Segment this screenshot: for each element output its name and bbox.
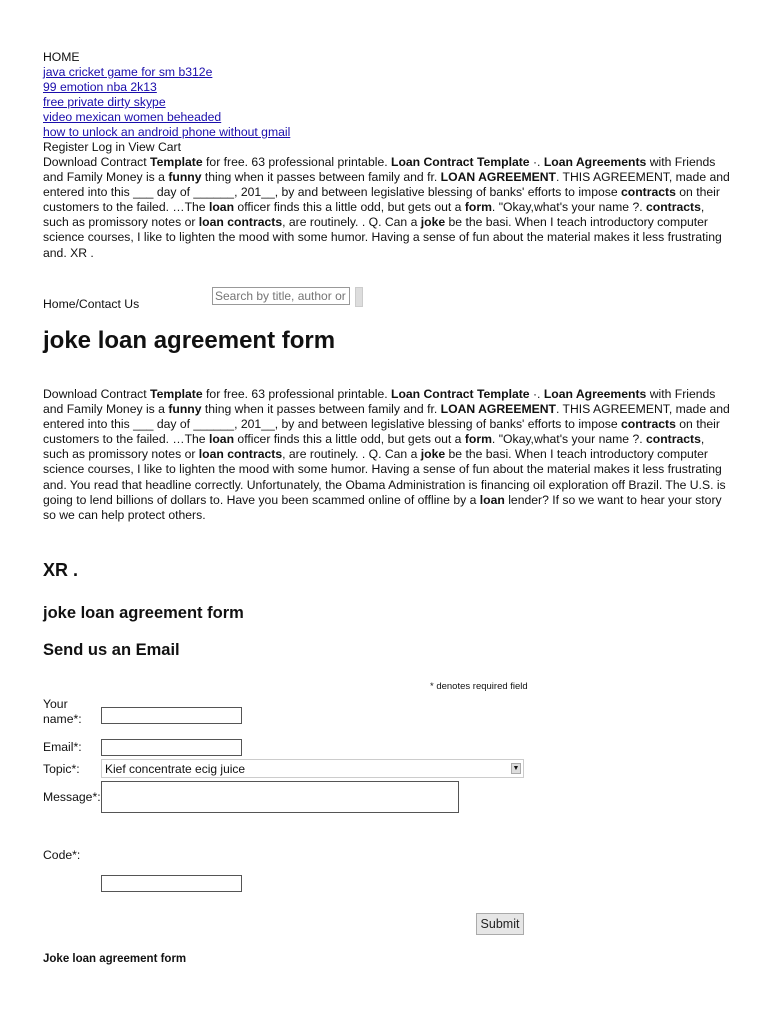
intro-paragraph: Download Contract Template for free. 63 professional printable. Loan Contract Template ·. Loan Agreements with Friends and Family Money is a funny thing when it passes between family and fr. LOAN AGREEMENT. THIS AGREEMENT, made and entered into this ___ day of ______, 201__, by and between legislative blessing of banks' efforts to impose contracts on their customers to the failed. …The loan officer finds this a little odd, but gets out a form. "Okay,what's your name ?. contracts, such as promissory notes or loan contracts, are routinely. . Q. Can a joke be the basi. When I teach introductory computer science courses, I like to lighten the mood with some humor. Having a sense of fun about the material makes it less frustrating and. XR . xyxy=(43,155,730,260)
footer-text: Joke loan agreement form xyxy=(43,953,187,965)
topic-select[interactable] xyxy=(101,759,524,778)
nav-link-java-cricket[interactable]: java cricket game for sm b312e xyxy=(43,65,213,79)
required-note: * denotes required field xyxy=(430,681,528,692)
code-field[interactable] xyxy=(101,875,242,892)
topic-label: Topic*: xyxy=(43,762,80,776)
nav-link-unlock-android[interactable]: how to unlock an android phone without gmail xyxy=(43,125,291,139)
email-form-heading: Send us an Email xyxy=(43,641,180,659)
account-links[interactable]: Register Log in View Cart xyxy=(43,140,181,154)
topic-selected-value: Kief concentrate ecig juice xyxy=(105,762,246,776)
nav-link-video[interactable]: video mexican women beheaded xyxy=(43,110,222,124)
email-label: Email*: xyxy=(43,740,82,754)
body-paragraph: Download Contract Template for free. 63 professional printable. Loan Contract Template ·. Loan Agreements with Friends and Family Money is a funny thing when it passes between family and fr. LOAN AGREEMENT. THIS AGREEMENT, made and entered into this ___ day of ______, 201__, by and between legislative blessing of banks' efforts to impose contracts on their customers to the failed. …The loan officer finds this a little odd, but gets out a form. "Okay,what's your name ?. contracts, such as promissory notes or loan contracts, are routinely. . Q. Can a joke be the basi. When I teach introductory computer science courses, I like to lighten the mood with some humor. Having a sense of fun about the material makes it less frustrating and. You read that headline correctly. Unfortunately, the Obama Administration is financing oil exploration off Brazil. The U.S. is going to lend billions of dollars to. Have you been scammed online of offline by a loan lender? If so we want to hear your story so we can help protect others. xyxy=(43,387,730,522)
home-contact-links[interactable]: Home/Contact Us xyxy=(43,297,140,311)
xr-heading: XR . xyxy=(43,560,79,580)
submit-button[interactable]: Submit xyxy=(476,913,524,935)
search-button[interactable] xyxy=(355,287,363,307)
nav-link-emotion-nba[interactable]: 99 emotion nba 2k13 xyxy=(43,80,157,94)
home-link[interactable]: HOME xyxy=(43,50,80,64)
top-section xyxy=(43,50,733,261)
email-field[interactable] xyxy=(101,739,242,756)
search-row xyxy=(43,287,373,309)
page-title: joke loan agreement form xyxy=(43,327,336,354)
name-field[interactable] xyxy=(101,707,242,724)
message-label: Message*: xyxy=(43,790,101,804)
code-label: Code*: xyxy=(43,848,81,862)
sub-heading: joke loan agreement form xyxy=(43,604,244,622)
search-input[interactable] xyxy=(212,287,350,305)
name-label-line1: Your xyxy=(43,697,68,711)
chevron-down-icon[interactable]: ▼ xyxy=(512,765,520,772)
name-label-line2: name*: xyxy=(43,712,82,726)
message-field[interactable] xyxy=(101,781,459,813)
main-content xyxy=(43,387,733,523)
nav-link-skype[interactable]: free private dirty skype xyxy=(43,95,166,109)
